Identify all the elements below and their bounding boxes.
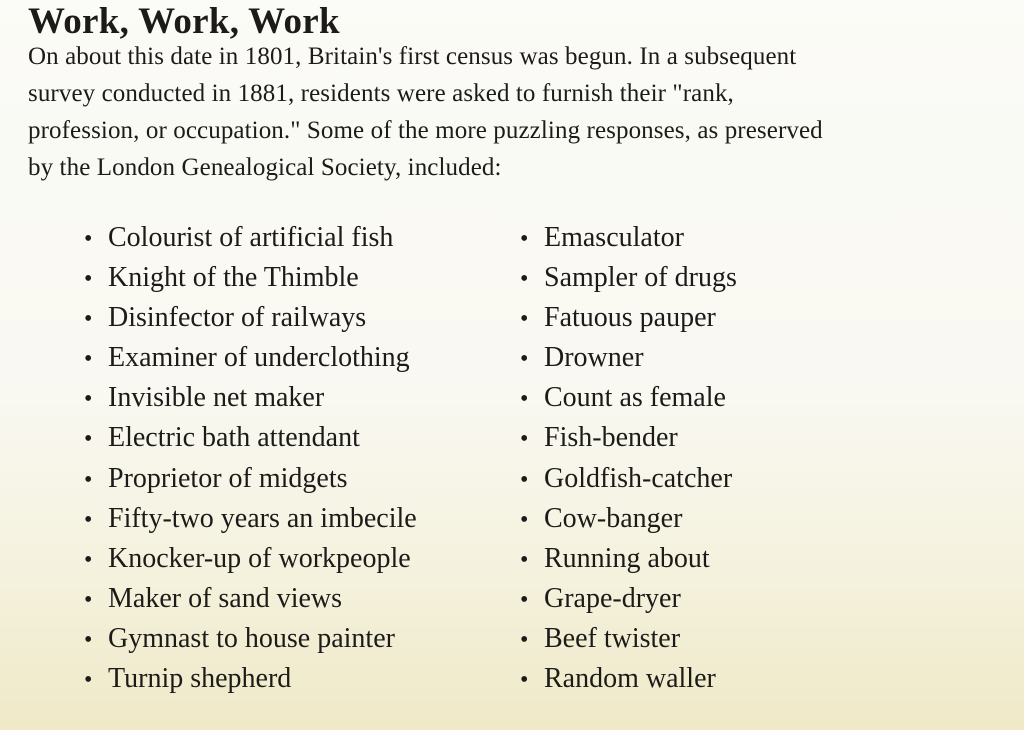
list-item-text: Running about (544, 542, 710, 574)
bullet-icon: • (520, 586, 529, 613)
intro-paragraph (28, 38, 1018, 186)
bullet-icon: • (520, 506, 529, 533)
bullet-icon: • (520, 346, 529, 373)
bullet-icon: • (84, 546, 93, 573)
bullet-icon: • (84, 346, 93, 373)
list-item-text: Random waller (544, 663, 716, 695)
list-item-text: Sampler of drugs (544, 262, 737, 294)
list-item-text: Invisible net maker (108, 382, 325, 414)
list-item (84, 258, 417, 298)
intro-line: by the London Genealogical Society, included: (28, 154, 502, 181)
list-item (520, 418, 737, 458)
bullet-icon: • (520, 667, 529, 694)
list-item-text: Fifty-two years an imbecile (108, 502, 417, 534)
list-item (84, 619, 417, 659)
bullet-icon: • (520, 466, 529, 493)
list-item (84, 579, 417, 619)
list-item-text: Grape-dryer (544, 582, 681, 614)
bullet-icon: • (520, 306, 529, 333)
bullet-icon: • (520, 626, 529, 653)
article-title: Work, Work, Work (28, 1, 340, 42)
list-item-text: Electric bath attendant (108, 422, 360, 454)
list-item-text: Knocker-up of workpeople (108, 542, 411, 574)
bullet-icon: • (84, 626, 93, 653)
list-item-text: Fish-bender (544, 422, 678, 454)
intro-line: profession, or occupation." Some of the more puzzling responses, as preserved (28, 117, 823, 144)
bullet-icon: • (84, 466, 93, 493)
list-item (84, 659, 417, 699)
list-item (520, 579, 737, 619)
occupation-list-right (520, 218, 737, 699)
list-item-text: Knight of the Thimble (108, 262, 359, 294)
bullet-icon: • (84, 586, 93, 613)
list-item-text: Gymnast to house painter (108, 622, 395, 654)
list-item (520, 338, 737, 378)
list-item (520, 378, 737, 418)
occupation-list-left (84, 218, 417, 699)
list-item-text: Colourist of artificial fish (108, 222, 394, 253)
list-item-text: Maker of sand views (108, 582, 343, 614)
list-item (84, 298, 417, 338)
list-item (520, 659, 737, 699)
list-item-text: Disinfector of railways (108, 302, 367, 334)
list-item-text: Turnip shepherd (108, 663, 292, 695)
list-item (84, 499, 417, 539)
bullet-icon: • (84, 226, 93, 252)
list-item-text: Drowner (544, 342, 644, 374)
bullet-icon: • (84, 266, 93, 293)
list-item (520, 619, 737, 659)
list-item (520, 298, 737, 338)
bullet-icon: • (84, 506, 93, 533)
bullet-icon: • (84, 426, 93, 453)
list-item (520, 218, 737, 258)
list-item-text: Examiner of underclothing (108, 342, 410, 374)
bullet-icon: • (520, 386, 529, 413)
intro-line: survey conducted in 1881, residents were asked to furnish their "rank, (28, 80, 734, 107)
list-item (84, 459, 417, 499)
bullet-icon: • (84, 667, 93, 694)
list-item (84, 539, 417, 579)
list-item-text: Emasculator (544, 222, 684, 253)
list-item-text: Goldfish-catcher (544, 462, 733, 494)
list-item-text: Count as female (544, 382, 726, 414)
bullet-icon: • (520, 266, 529, 293)
list-item (84, 418, 417, 458)
list-item (84, 378, 417, 418)
list-item (84, 338, 417, 378)
bullet-icon: • (520, 426, 529, 453)
bullet-icon: • (520, 226, 529, 252)
list-item (520, 459, 737, 499)
intro-line: On about this date in 1801, Britain's first census was begun. In a subsequent (28, 43, 797, 70)
list-item (84, 218, 417, 258)
list-item (520, 539, 737, 579)
list-item-text: Fatuous pauper (544, 302, 716, 334)
list-item-text: Cow-banger (544, 502, 683, 534)
list-item-text: Beef twister (544, 622, 681, 654)
list-item-text: Proprietor of midgets (108, 462, 348, 494)
list-item (520, 499, 737, 539)
list-item (520, 258, 737, 298)
bullet-icon: • (520, 546, 529, 573)
bullet-icon: • (84, 306, 93, 333)
bullet-icon: • (84, 386, 93, 413)
